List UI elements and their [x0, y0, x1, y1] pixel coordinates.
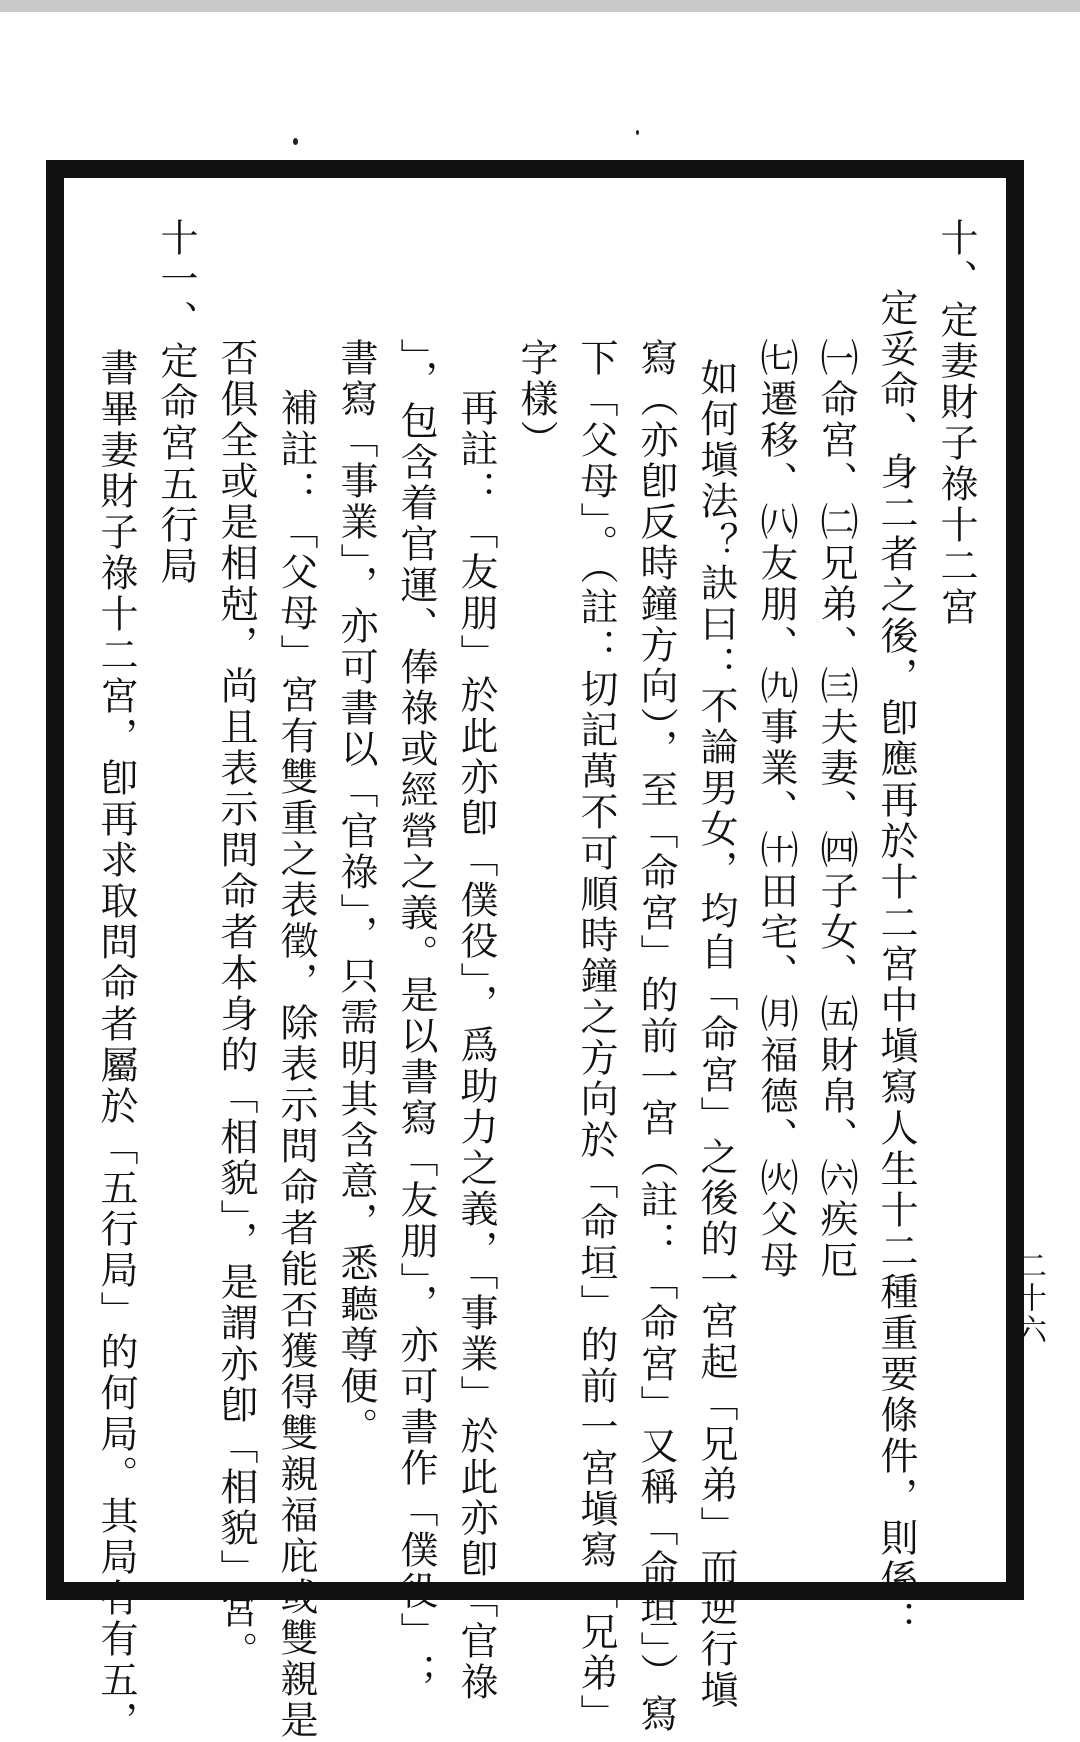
page-border-frame: [46, 160, 1024, 1742]
method-line-2: 寫（亦卽反時鐘方向），至「命宮」的前一宮（註：「命宮」又稱「命垣」）寫: [634, 338, 678, 1735]
note-2-line-2: 」，包含着官運、俸祿或經營之義。是以書寫「友朋」，亦可書作「僕役」；: [394, 338, 438, 1694]
method-line-3: 下「父母」。（註：切記萬不可順時鐘之方向於「命垣」的前一宮塡寫「兄弟」: [574, 338, 618, 1735]
top-scan-bar: [0, 0, 1080, 12]
page-number: 二十六: [1011, 1250, 1046, 1346]
palace-list-line-1: ㈠命宮、㈡兄弟、㈢夫妻、㈣子女、㈤財帛、㈥疾厄: [814, 338, 858, 1281]
section-11-heading: 十一、定命宮五行局: [154, 218, 198, 587]
section-10-heading: 十、定妻財子祿十二宮: [934, 218, 978, 628]
scan-speck: [293, 138, 298, 145]
note-2-line-1: 再註：「友朋」於此亦卽「僕役」，爲助力之義，「事業」於此亦卽「官祿: [454, 388, 498, 1703]
note-3-line-1: 補註：「父母」宮有雙重之表徵，除表示問命者能否獲得雙親福庇或雙親是: [274, 388, 318, 1741]
palace-list-line-2: ㈦遷移、㈧友朋、㈨事業、㈩田宅、㈪福德、㈫父母: [754, 338, 798, 1281]
paragraph-intro: 定妥命、身二者之後，卽應再於十二宮中塡寫人生十二種重要條件，則係：: [874, 288, 918, 1641]
note-2-line-3: 書寫「事業」，亦可書以「官祿」，只需明其含意，悉聽尊便。: [334, 338, 378, 1448]
scan-speck: [636, 130, 639, 135]
note-3-line-2: 否俱全或是相尅，尚且表示問命者本身的「相貌」，是謂亦卽「相貌」宮。: [214, 338, 258, 1672]
text-area: [84, 198, 986, 1742]
section-11-line-1: 書畢妻財子祿十二宮，卽再求取問命者屬於「五行局」的何局。其局有有五，: [94, 348, 138, 1742]
method-line-1: 如何塡法？訣曰：不論男女，均自「命宮」之後的一宮起「兄弟」而逆行塡: [694, 358, 738, 1711]
method-line-4: 字樣）: [514, 338, 558, 461]
